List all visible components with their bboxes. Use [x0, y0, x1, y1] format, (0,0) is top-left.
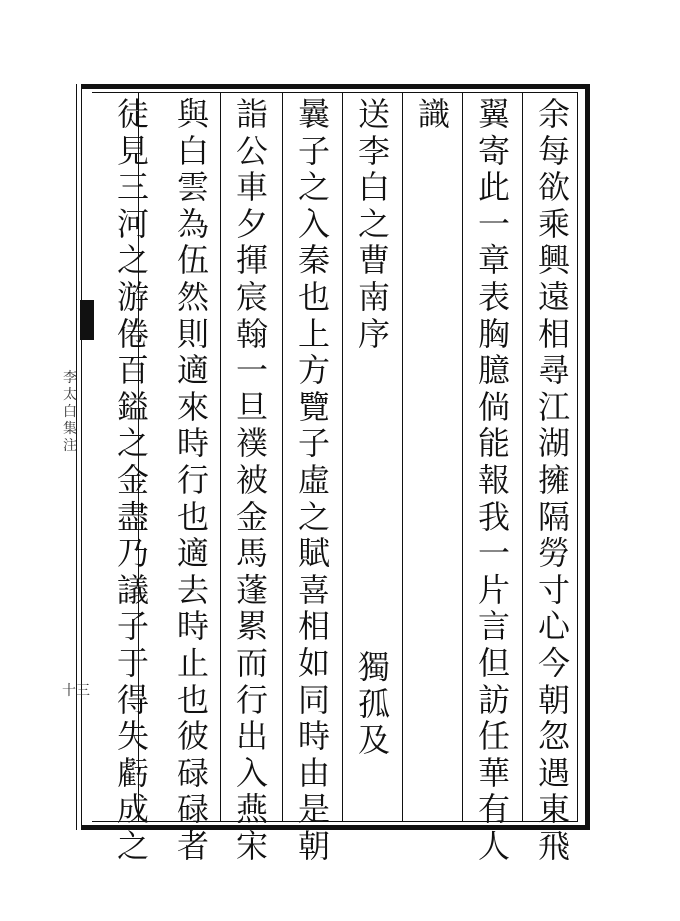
- glyph: 翼: [477, 95, 510, 133]
- glyph: 與: [176, 95, 209, 133]
- glyph: 李: [357, 131, 390, 170]
- glyph: 彼: [176, 717, 209, 756]
- glyph: 入: [297, 204, 330, 243]
- glyph: 心: [537, 607, 570, 646]
- text-column: [531, 96, 577, 864]
- glyph: 興: [537, 241, 570, 280]
- glyph: 出: [235, 717, 268, 756]
- glyph: 子: [116, 607, 149, 646]
- glyph: 時: [176, 424, 209, 463]
- glyph: 夕: [235, 204, 268, 243]
- glyph: 則: [176, 314, 209, 353]
- glyph: 欲: [537, 168, 570, 207]
- text-column: [471, 96, 517, 864]
- glyph: 相: [537, 314, 570, 353]
- glyph: 江: [537, 387, 570, 426]
- glyph: 湖: [537, 424, 570, 463]
- glyph: 華: [477, 753, 510, 792]
- glyph: 入: [235, 753, 268, 792]
- glyph: 行: [235, 680, 268, 719]
- glyph: 尋: [537, 351, 570, 390]
- glyph: 朝: [297, 826, 330, 865]
- glyph: 襆: [235, 424, 268, 463]
- column-rule: [342, 92, 343, 822]
- glyph: 虧: [116, 753, 149, 792]
- glyph: 任: [477, 717, 510, 756]
- glyph: 集: [63, 421, 77, 437]
- glyph: 失: [116, 717, 149, 756]
- glyph: 盡: [116, 497, 149, 536]
- glyph: 百: [116, 351, 149, 390]
- glyph: 之: [116, 241, 149, 280]
- glyph: 片: [477, 570, 510, 609]
- glyph: 時: [176, 607, 209, 646]
- glyph: 白: [176, 131, 209, 170]
- glyph: 南: [357, 277, 390, 316]
- glyph: 宸: [235, 277, 268, 316]
- glyph: 但: [477, 643, 510, 682]
- glyph: 此: [477, 168, 510, 207]
- glyph: 隔: [537, 497, 570, 536]
- text-column: [291, 96, 337, 864]
- glyph: 遠: [537, 277, 570, 316]
- glyph: 覽: [297, 387, 330, 426]
- glyph: 去: [176, 570, 209, 609]
- glyph: 一: [477, 204, 510, 243]
- glyph: 孤: [357, 684, 390, 723]
- glyph: 一: [477, 534, 510, 573]
- glyph: 適: [176, 534, 209, 573]
- glyph: 行: [176, 460, 209, 499]
- glyph: 雲: [176, 168, 209, 207]
- glyph: 寄: [477, 131, 510, 170]
- margin-book-title: [60, 370, 80, 455]
- glyph: 子: [297, 424, 330, 463]
- glyph: 賦: [297, 534, 330, 573]
- glyph: 勞: [537, 534, 570, 573]
- glyph: 胸: [477, 314, 510, 353]
- glyph: 臆: [477, 351, 510, 390]
- column-rule: [220, 92, 221, 822]
- column-rule: [522, 92, 523, 822]
- glyph: 于: [116, 643, 149, 682]
- glyph: 擁: [537, 460, 570, 499]
- author-name: [351, 649, 397, 759]
- glyph: 倦: [116, 314, 149, 353]
- glyph: 適: [176, 351, 209, 390]
- glyph: 公: [235, 131, 268, 170]
- text-column: [170, 96, 216, 864]
- glyph: 之: [116, 424, 149, 463]
- glyph: 相: [297, 607, 330, 646]
- glyph: 旦: [235, 387, 268, 426]
- glyph: 見: [116, 131, 149, 170]
- glyph: 是: [297, 790, 330, 829]
- glyph: 東: [537, 790, 570, 829]
- glyph: 送: [357, 95, 390, 133]
- glyph: 時: [297, 717, 330, 756]
- glyph: 識: [417, 95, 450, 133]
- text-column: [411, 96, 457, 133]
- glyph: 揮: [235, 241, 268, 280]
- glyph: 飛: [537, 826, 570, 865]
- glyph: 來: [176, 387, 209, 426]
- glyph: 朝: [537, 680, 570, 719]
- glyph: 曩: [297, 95, 330, 133]
- glyph: 能: [477, 424, 510, 463]
- title-column: [351, 96, 397, 352]
- glyph: 為: [176, 204, 209, 243]
- glyph: 也: [176, 680, 209, 719]
- margin-page-number: 十三: [62, 683, 90, 699]
- glyph: 碌: [176, 753, 209, 792]
- glyph: 翰: [235, 314, 268, 353]
- glyph: 伍: [176, 241, 209, 280]
- glyph: 累: [235, 607, 268, 646]
- text-column: [110, 96, 156, 864]
- glyph: 章: [477, 241, 510, 280]
- glyph: 白: [357, 168, 390, 207]
- column-rule: [402, 92, 403, 822]
- text-column: [229, 96, 275, 864]
- glyph: 鎰: [116, 387, 149, 426]
- glyph: 人: [477, 826, 510, 865]
- glyph: 河: [116, 204, 149, 243]
- glyph: 我: [477, 497, 510, 536]
- glyph: 也: [297, 277, 330, 316]
- glyph: 今: [537, 643, 570, 682]
- glyph: 同: [297, 680, 330, 719]
- glyph: 金: [235, 497, 268, 536]
- glyph: 碌: [176, 790, 209, 829]
- glyph: 忽: [537, 717, 570, 756]
- glyph: 注: [63, 438, 77, 454]
- glyph: 而: [235, 643, 268, 682]
- glyph: 詣: [235, 95, 268, 133]
- glyph: 者: [176, 826, 209, 865]
- glyph: 游: [116, 277, 149, 316]
- glyph: 報: [477, 460, 510, 499]
- glyph: 之: [297, 497, 330, 536]
- glyph: 徒: [116, 95, 149, 133]
- glyph: 喜: [297, 570, 330, 609]
- glyph: 有: [477, 790, 510, 829]
- glyph: 獨: [357, 648, 390, 686]
- glyph: 馬: [235, 534, 268, 573]
- glyph: 乘: [537, 204, 570, 243]
- column-rule: [282, 92, 283, 822]
- glyph: 太: [63, 387, 77, 403]
- glyph: 車: [235, 168, 268, 207]
- glyph: 上: [297, 314, 330, 353]
- glyph: 得: [116, 680, 149, 719]
- glyph: 方: [297, 351, 330, 390]
- glyph: 每: [537, 131, 570, 170]
- glyph: 一: [235, 351, 268, 390]
- glyph: 寸: [537, 570, 570, 609]
- glyph: 燕: [235, 790, 268, 829]
- glyph: 被: [235, 460, 268, 499]
- glyph: 也: [176, 497, 209, 536]
- glyph: 言: [477, 607, 510, 646]
- glyph: 余: [537, 95, 570, 133]
- glyph: 白: [63, 404, 77, 420]
- glyph: 秦: [297, 241, 330, 280]
- glyph: 遇: [537, 753, 570, 792]
- glyph: 然: [176, 277, 209, 316]
- glyph: 及: [357, 721, 390, 760]
- glyph: 之: [297, 168, 330, 207]
- glyph: 訪: [477, 680, 510, 719]
- glyph: 議: [116, 570, 149, 609]
- glyph: 金: [116, 460, 149, 499]
- glyph: 子: [297, 131, 330, 170]
- glyph: 之: [357, 204, 390, 243]
- glyph: 如: [297, 643, 330, 682]
- glyph: 表: [477, 277, 510, 316]
- glyph: 止: [176, 643, 209, 682]
- glyph: 乃: [116, 534, 149, 573]
- glyph: 宋: [235, 826, 268, 865]
- glyph: 序: [357, 314, 390, 353]
- column-rule: [462, 92, 463, 822]
- glyph: 成: [116, 790, 149, 829]
- glyph: 李: [63, 370, 77, 386]
- glyph: 倘: [477, 387, 510, 426]
- glyph: 蓬: [235, 570, 268, 609]
- glyph: 三: [116, 168, 149, 207]
- glyph: 由: [297, 753, 330, 792]
- glyph: 曹: [357, 241, 390, 280]
- glyph: 虛: [297, 460, 330, 499]
- glyph: 之: [116, 826, 149, 865]
